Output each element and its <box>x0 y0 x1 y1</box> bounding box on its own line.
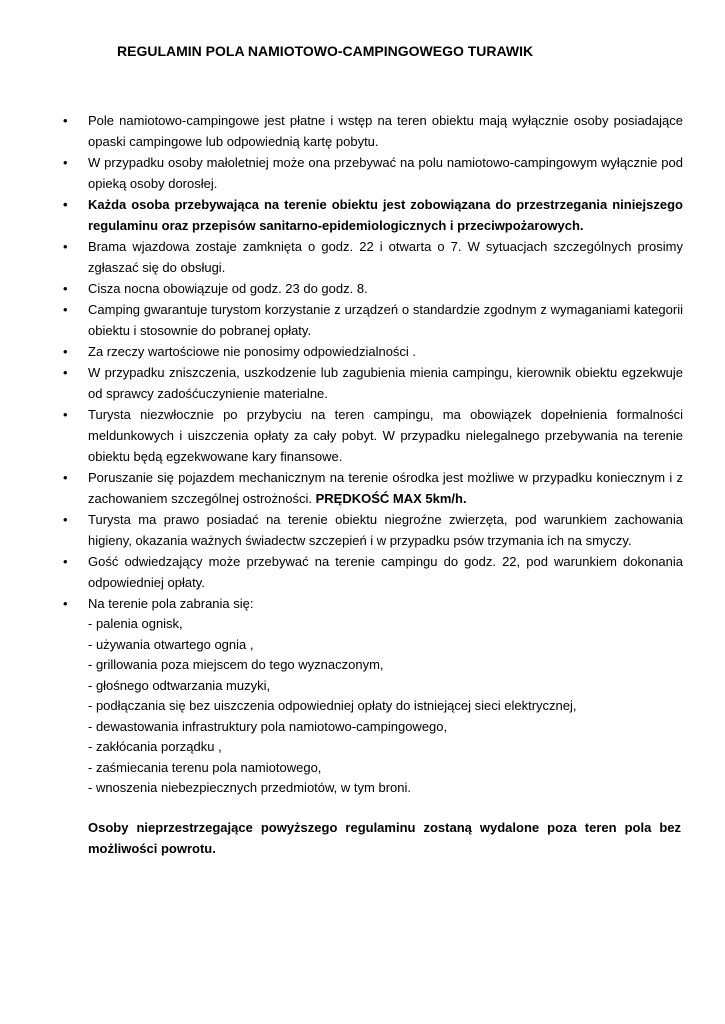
rule-text: W przypadku osoby małoletniej może ona przebywać na polu namiotowo-campingowym wyłącznie pod opieką osoby dorosłej. <box>88 155 683 191</box>
prohibition-item: - używania otwartego ognia , <box>88 636 254 652</box>
bullet-icon: • <box>63 302 68 317</box>
document-title: REGULAMIN POLA NAMIOTOWO-CAMPINGOWEGO TURAWIK <box>117 43 534 59</box>
bullet-icon: • <box>63 407 68 422</box>
rule-item <box>63 194 683 236</box>
rule-item-prohibitions <box>63 593 683 799</box>
rule-item <box>63 467 683 509</box>
bullet-icon: • <box>63 155 68 170</box>
rule-text: Brama wjazdowa zostaje zamknięta o godz. 22 i otwarta o 7. W sytuacjach szczególnych prosimy zgłaszać się do obsługi. <box>88 239 683 275</box>
bullet-icon: • <box>63 365 68 380</box>
prohibition-item: - zakłócania porządku , <box>88 739 222 754</box>
rule-item <box>63 236 683 278</box>
bullet-icon: • <box>63 197 68 212</box>
rule-text: Camping gwarantuje turystom korzystanie z urządzeń o standardzie zgodnym z wymaganiami kategorii obiektu i stosownie do pobranej opłaty. <box>88 302 683 338</box>
prohibitions-list <box>88 614 683 799</box>
rules-list <box>63 110 683 799</box>
bullet-icon: • <box>63 470 68 485</box>
prohibition-item: - głośnego odtwarzania muzyki, <box>88 677 271 693</box>
rule-item <box>63 362 683 404</box>
closing-statement: Osoby nieprzestrzegające powyższego regulaminu zostaną wydalone poza teren pola bez możliwości powrotu. <box>88 820 681 856</box>
rule-item <box>63 278 683 299</box>
bullet-icon: • <box>63 239 68 254</box>
rule-text: W przypadku zniszczenia, uszkodzenie lub zagubienia mienia campingu, kierownik obiektu egzekwuje od sprawcy zadośćuczynienie materialne. <box>88 365 683 401</box>
prohibition-item: - grillowania poza miejscem do tego wyznaczonym, <box>88 657 384 672</box>
bullet-icon: • <box>63 512 68 527</box>
prohibition-item: - dewastowania infrastruktury pola namiotowo-campingowego, <box>88 718 448 734</box>
prohibition-item: - zaśmiecania terenu pola namiotowego, <box>88 759 322 775</box>
bullet-icon: • <box>63 281 68 296</box>
prohibition-item: - palenia ognisk, <box>88 616 183 631</box>
bullet-icon: • <box>63 554 68 569</box>
rule-text: Za rzeczy wartościowe nie ponosimy odpowiedzialności . <box>88 344 417 359</box>
prohibition-item: - wnoszenia niebezpiecznych przedmiotów, w tym broni. <box>88 780 411 795</box>
bullet-icon: • <box>63 344 68 359</box>
rule-item <box>63 551 683 593</box>
rule-text: Cisza nocna obowiązuje od godz. 23 do godz. 8. <box>88 281 368 296</box>
prohibitions-intro: Na terenie pola zabrania się: <box>88 596 254 611</box>
rule-item <box>63 509 683 551</box>
rule-item <box>63 110 683 152</box>
rule-text: Poruszanie się pojazdem mechanicznym na terenie ośrodka jest możliwe w przypadku koniecznym i z zachowaniem szczególnej ostrożności. <box>88 470 683 506</box>
rule-item <box>63 152 683 194</box>
rule-text: Każda osoba przebywająca na terenie obiektu jest zobowiązana do przestrzegania niniejszego regulaminu oraz przepisów sanitarno-epidemiologicznych i przeciwpożarowych. <box>88 197 683 233</box>
rule-text: Gość odwiedzający może przebywać na terenie campingu do godz. 22, pod warunkiem dokonania odpowiedniej opłaty. <box>88 554 683 590</box>
bullet-icon: • <box>63 596 68 611</box>
speed-limit-text: PRĘDKOŚĆ MAX 5km/h. <box>315 491 467 506</box>
rule-text: Turysta ma prawo posiadać na terenie obiektu niegroźne zwierzęta, pod warunkiem zachowania higieny, okazania ważnych świadectw szczepień i w przypadku psów trzymania ich na smyczy. <box>88 512 683 548</box>
rule-item <box>63 341 683 362</box>
bullet-icon: • <box>63 113 68 128</box>
prohibition-item: - podłączania się bez uiszczenia odpowiedniej opłaty do istniejącej sieci elektrycznej, <box>88 698 577 713</box>
rule-text: Pole namiotowo-campingowe jest płatne i wstęp na teren obiektu mają wyłącznie osoby posiadające opaski campingowe lub odpowiednią kartę pobytu. <box>88 113 683 149</box>
rule-item <box>63 299 683 341</box>
rule-text: Turysta niezwłocznie po przybyciu na teren campingu, ma obowiązek dopełnienia formalności meldunkowych i uiszczenia opłaty za cały pobyt. W przypadku nielegalnego przebywania na terenie obiektu będą egzekwowane kary finansowe. <box>88 407 683 464</box>
rule-item <box>63 404 683 467</box>
